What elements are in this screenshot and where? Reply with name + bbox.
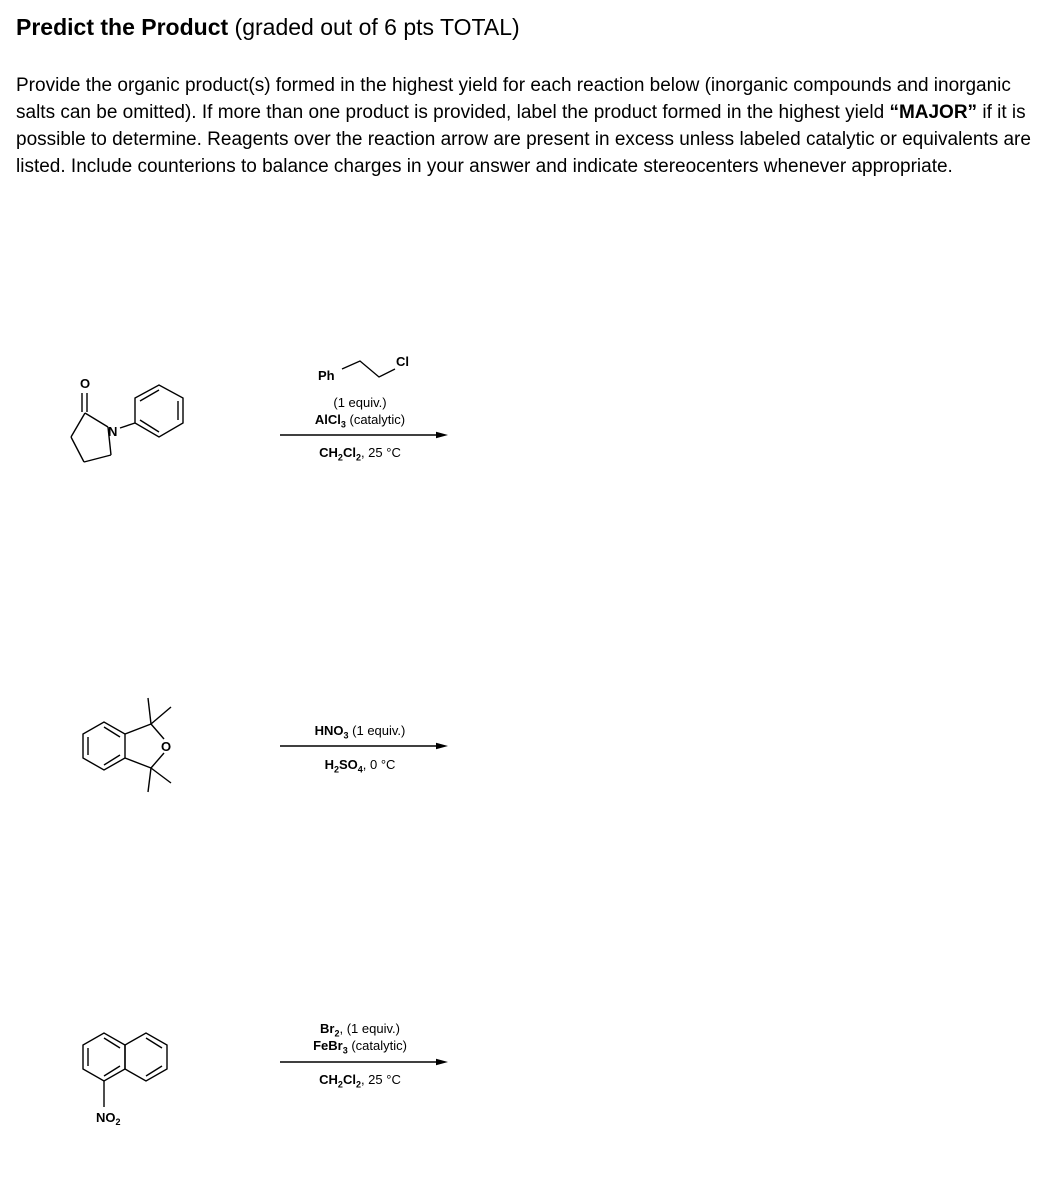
nitro-group-label: $NO_2$ [96, 1110, 121, 1127]
reaction-1 [0, 340, 1053, 480]
reagent-below-2: $H_2SO_4$, 0 °C [324, 757, 396, 775]
ph-label: Ph [318, 368, 335, 383]
cl-label: Cl [396, 354, 409, 369]
tetramethyl-isobenzofuran-structure [75, 690, 195, 795]
reagent-equiv: (1 equiv.) [333, 395, 387, 410]
reagent-above-1 [280, 394, 440, 428]
reaction-arrow-1 [280, 430, 448, 440]
instructions-paragraph: Provide the organic product(s) formed in the highest yield for each reaction below (inorganic compounds and inorganic salts can be omitted). If more than one product is provided, label the product formed in the highest yield “MAJOR” if it is possible to determine. Reagents over the reaction arrow are present in excess unless labeled catalytic or equivalents are listed. Include counterions to balance charges in your answer and indicate stereocenters whenever appropriate. [16, 75, 1031, 177]
reagent-structure-phenethyl-chloride [315, 350, 425, 390]
nitronaphthalene-structure [75, 1025, 185, 1130]
reagent-below-3: $CH_2Cl_2$, 25 °C [319, 1072, 401, 1090]
carbonyl-oxygen-label: O [80, 376, 91, 391]
reaction-arrow-2 [280, 741, 448, 751]
reagent-above-2: $HNO_3$ (1 equiv.) [314, 723, 406, 741]
page-title: Predict the Product (graded out of 6 pts TOTAL) [16, 14, 520, 40]
reagent-above-3: $Br_2$, (1 equiv.) FeBr$_3$ (catalytic) [313, 1021, 407, 1056]
ring-oxygen-label: O [161, 739, 172, 754]
nitrogen-label: N [108, 424, 118, 439]
reaction-3 [0, 1015, 1053, 1130]
reaction-2 [0, 690, 1053, 800]
n-phenylpyrrolidinone-structure [55, 370, 195, 470]
reagent-below-1: $CH_2Cl_2$, 25 °C [319, 445, 401, 463]
catalyst-text: AlCl$_3$ (catalytic) [314, 412, 406, 430]
reaction-arrow-3 [280, 1057, 448, 1067]
